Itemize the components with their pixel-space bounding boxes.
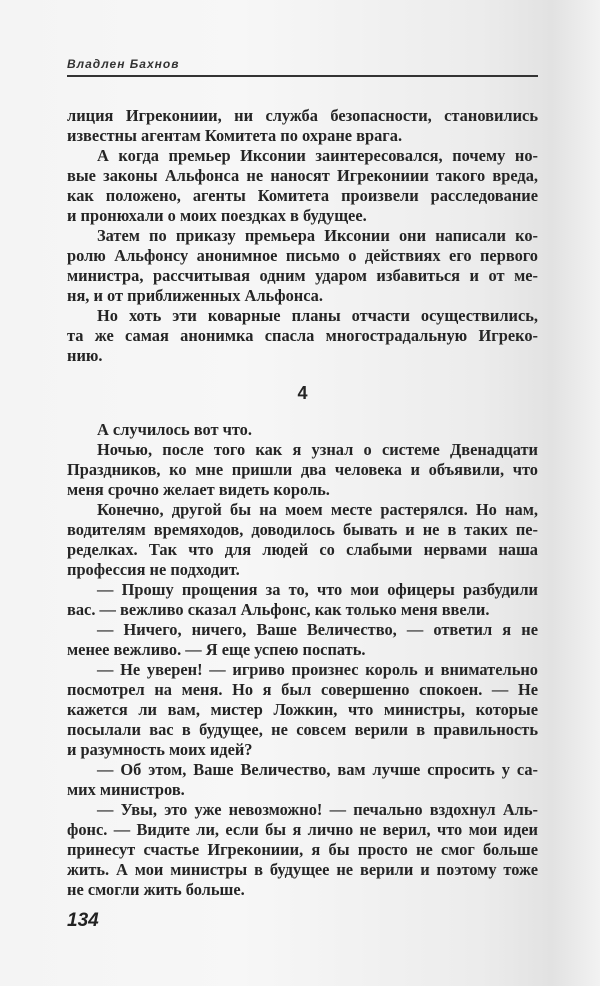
text-line: ределках. Так что для людей со слабыми нервами наша: [67, 540, 538, 559]
text-line: посмотрел на меня. Но я был совершенно спокоен. — Не: [67, 680, 538, 699]
running-header: [67, 55, 538, 77]
paragraph: [67, 760, 538, 800]
text-line: Ночью, после того как я узнал о системе Двенадцати: [97, 440, 538, 459]
paragraph: [67, 500, 538, 580]
header-author: Владлен Бахнов: [67, 57, 180, 71]
page-number: 134: [67, 910, 99, 931]
text-line: вас. — вежливо сказал Альфонс, как только меня ввели.: [67, 600, 490, 619]
text-line: посылали вас в будущее, не совсем верили в правильность: [67, 720, 538, 739]
text-line: нию.: [67, 346, 103, 365]
paragraph: [67, 226, 538, 306]
text-line: мих министров.: [67, 780, 185, 799]
paragraph: [67, 106, 538, 146]
text-line: Затем по приказу премьера Иксонии они написали ко-: [97, 226, 538, 245]
text-line: меня срочно желает видеть король.: [67, 480, 330, 499]
text-line: кажется ли вам, мистер Ложкин, что министры, которые: [67, 700, 538, 719]
text-line: принесут счастье Игрекониии, я бы просто не смог больше: [67, 840, 538, 859]
paragraph: [67, 146, 538, 226]
text-line: Праздников, ко мне пришли два человека и объявили, что: [67, 460, 538, 479]
paragraph: [67, 306, 538, 366]
chapter-number: 4: [297, 383, 308, 403]
text-line: Конечно, другой бы на моем месте растерялся. Но нам,: [97, 500, 538, 519]
paragraph: [67, 660, 538, 760]
body-text: [67, 106, 538, 900]
text-line: Но хоть эти коварные планы отчасти осуществились,: [97, 306, 538, 325]
paragraph: [67, 800, 538, 900]
text-line: — Об этом, Ваше Величество, вам лучше спросить у са-: [97, 760, 538, 779]
text-line: водителям времяходов, доводилось бывать и не в таких пе-: [67, 520, 538, 539]
text-line: известны агентам Комитета по охране врага.: [67, 126, 403, 145]
text-line: и разумность моих идей?: [67, 740, 253, 759]
paragraph: [67, 420, 538, 440]
paragraph: [67, 620, 538, 660]
text-line: лиция Игрекониии, ни служба безопасности, становились: [67, 106, 538, 125]
text-line: и пронюхали о моих поездках в будущее.: [67, 206, 367, 225]
text-line: ня, и от приближенных Альфонса.: [67, 286, 323, 305]
text-line: А когда премьер Иксонии заинтересовался, почему но-: [97, 146, 538, 165]
paragraph: [67, 440, 538, 500]
text-line: А случилось вот что.: [97, 420, 252, 439]
paragraph: [67, 580, 538, 620]
text-line: — Не уверен! — игриво произнес король и внимательно: [97, 660, 538, 679]
text-line: та же самая анонимка спасла многострадальную Игреко-: [67, 326, 538, 345]
text-line: — Ничего, ничего, Ваше Величество, — ответил я не: [97, 620, 538, 639]
text-line: профессия не подходит.: [67, 560, 240, 579]
text-line: фонс. — Видите ли, если бы я лично не верил, что мои идеи: [67, 820, 538, 839]
text-line: вые законы Альфонса не наносят Игрекониии такого вреда,: [67, 166, 538, 185]
text-line: ролю Альфонсу анонимное письмо о действиях его первого: [67, 246, 538, 265]
text-line: жить. А мои министры в будущее не верили и поэтому тоже: [67, 860, 538, 879]
text-line: менее вежливо. — Я еще успею поспать.: [67, 640, 366, 659]
text-line: не смогли жить больше.: [67, 880, 245, 899]
text-line: министра, рассчитывая одним ударом избавиться и от ме-: [67, 266, 538, 285]
text-line: как положено, агенты Комитета произвели расследование: [67, 186, 538, 205]
text-line: — Прошу прощения за то, что мои офицеры разбудили: [97, 580, 538, 599]
text-line: — Увы, это уже невозможно! — печально вздохнул Аль-: [97, 800, 538, 819]
